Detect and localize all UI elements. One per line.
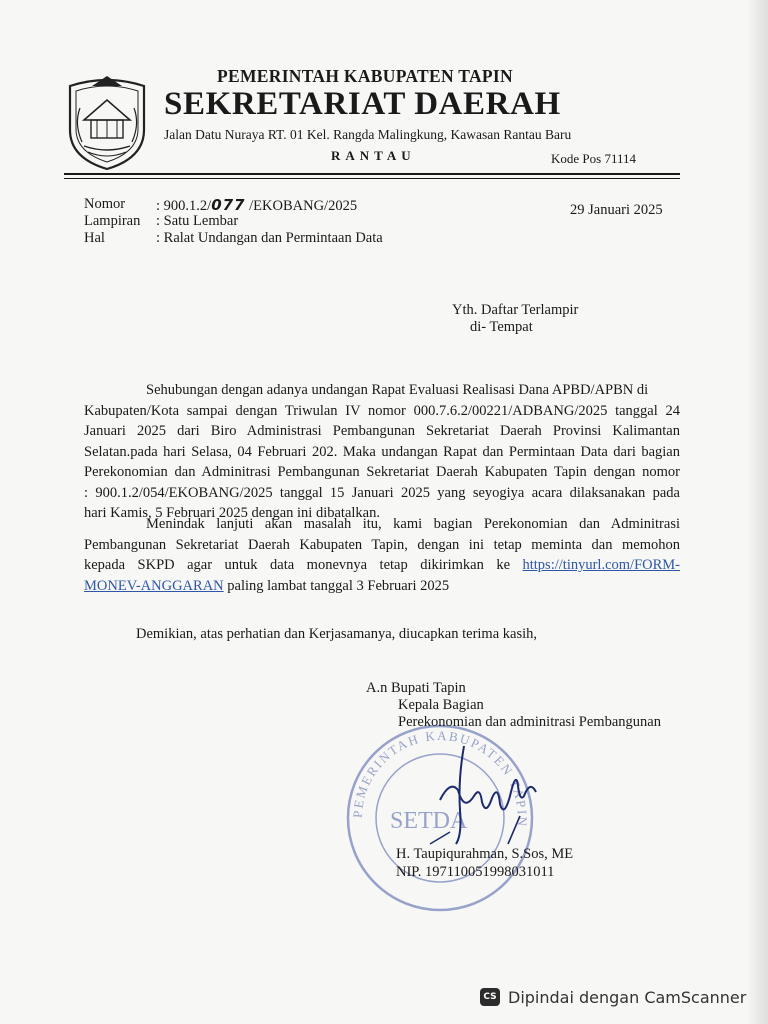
closing-sentence: Demikian, atas perhatian dan Kerjasamanya, diucapkan terima kasih,: [136, 626, 538, 642]
paragraph-2-text: kepada SKPD agar untuk data monevnya tetap dikirimkan ke: [84, 557, 523, 573]
paragraph-1: [84, 380, 680, 524]
recipient-line1: Yth. Daftar Terlampir: [452, 302, 579, 318]
paragraph-1-line: : 900.1.2/054/EKOBANG/2025 tanggal 15 Januari 2025 yang seyogiya acara dilaksanakan pada: [84, 484, 680, 501]
paragraph-2-line: Pembangunan Sekretariat Daerah Kabupaten Tapin, dengan ini tetap meminta dan memohon: [84, 536, 680, 553]
paragraph-1-line: Sehubungan dengan adanya undangan Rapat Evaluasi Realisasi Dana APBD/APBN di: [146, 382, 649, 398]
signature-on-behalf: A.n Bupati Tapin: [366, 680, 466, 696]
form-link[interactable]: https://tinyurl.com/FORM-: [522, 557, 680, 573]
nomor-suffix: /EKOBANG/2025: [245, 198, 358, 214]
hal-label: Hal: [84, 230, 105, 246]
office-city: RANTAU: [331, 148, 416, 163]
lampiran-label: Lampiran: [84, 213, 141, 229]
paragraph-1-line: Kabupaten/Kota sampai dengan Triwulan IV nomor 000.7.6.2/00221/ADBANG/2025 tanggal 24: [84, 402, 680, 419]
lampiran-value: : Satu Lembar: [156, 213, 239, 229]
kabupaten-tapin-crest-icon: [62, 72, 152, 172]
office-address: Jalan Datu Nuraya RT. 01 Kel. Rangda Malingkung, Kawasan Rantau Baru: [164, 127, 572, 142]
paragraph-2-line: [84, 576, 680, 597]
hal-value: : Ralat Undangan dan Permintaan Data: [156, 230, 383, 246]
postal-code: Kode Pos 71114: [551, 151, 636, 166]
letter-date: 29 Januari 2025: [570, 202, 663, 218]
letterhead-rule-thick: [64, 173, 680, 175]
stamp-ring-text: PEMERINTAH KABUPATEN TAPIN: [349, 727, 531, 829]
signatory-name: H. Taupiqurahman, S.Sos, ME: [396, 846, 574, 862]
nomor-handwritten: 077: [211, 196, 246, 214]
camscanner-label: Dipindai dengan CamScanner: [508, 987, 747, 1007]
paragraph-1-line: Selatan.pada hari Selasa, 04 Februari 202. Maka undangan Rapat dan Permintaan Data dari bagian: [84, 443, 680, 460]
paragraph-1-line: Januari 2025 dari Biro Administrasi Pembangunan Sekretariat Daerah Provinsi Kalimantan: [84, 423, 680, 439]
letterhead-rule-thin: [64, 178, 680, 179]
paragraph-2-line: Menindak lanjuti akan masalah itu, kami bagian Perekonomian dan Adminitrasi: [146, 516, 680, 532]
signature-position: Kepala Bagian: [398, 697, 484, 713]
camscanner-icon: CS: [480, 988, 500, 1006]
nomor-prefix: : 900.1.2/: [156, 198, 212, 214]
camscanner-watermark: [480, 984, 746, 1010]
handwritten-signature: [420, 740, 550, 850]
office-name: SEKRETARIAT DAERAH: [164, 86, 561, 122]
paragraph-2-text: paling lambat tanggal 3 Februari 2025: [223, 577, 450, 594]
paragraph-2-line: [84, 555, 680, 576]
nomor-label: Nomor: [84, 196, 126, 212]
form-link-continued[interactable]: MONEV-ANGGARAN: [84, 577, 224, 594]
paragraph-2: [84, 514, 680, 596]
recipient-line2: di- Tempat: [470, 319, 533, 335]
paragraph-1-line: Perekonomian dan Adminitrasi Pembangunan Sekretariat Daerah Kabupaten Tapin dengan nomor: [84, 464, 680, 480]
government-name: PEMERINTAH KABUPATEN TAPIN: [217, 66, 513, 86]
stamp-center-text: SETDA: [390, 808, 468, 834]
signature-department: Perekonomian dan adminitrasi Pembangunan: [398, 714, 661, 730]
page-edge-shadow: [746, 0, 768, 1024]
signatory-nip: NIP. 197110051998031011: [396, 864, 555, 880]
paragraph-1-line: hari Kamis, 5 Februari 2025 dengan ini dibatalkan.: [84, 505, 380, 521]
